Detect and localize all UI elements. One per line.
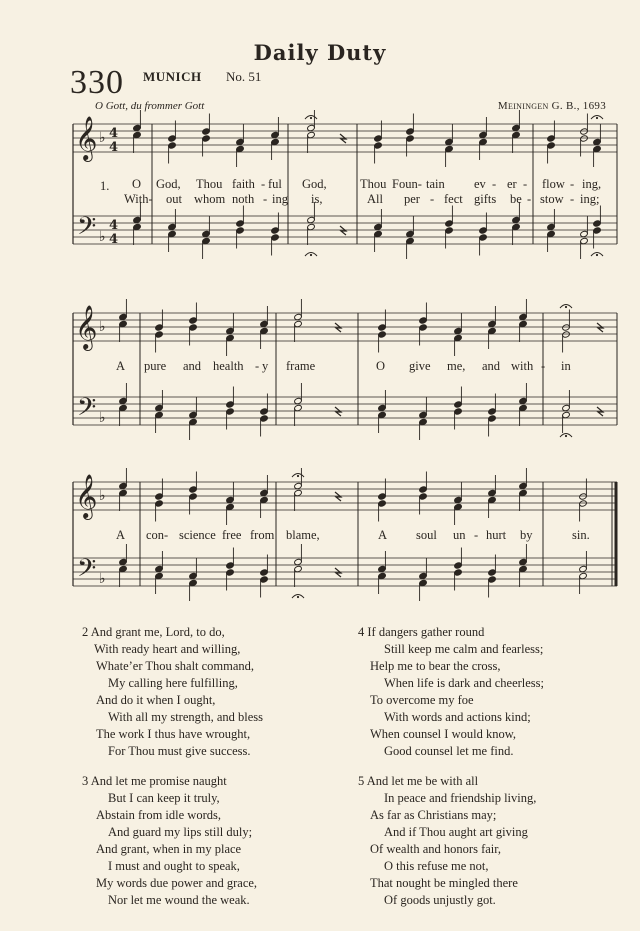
lyric-syllable: from — [250, 528, 275, 542]
key-flat: ♭ — [99, 229, 106, 245]
lyric-syllable: blame, — [286, 528, 320, 542]
quarter-rest — [335, 568, 341, 577]
stanza-line: The work I thus have wrought, — [96, 727, 251, 741]
lyric-syllable: ful — [268, 177, 282, 191]
stanza-line: With ready heart and willing, — [94, 642, 241, 656]
fermata-dot — [596, 117, 598, 119]
key-flat: ♭ — [99, 571, 106, 587]
stanza-line: My words due power and grace, — [96, 876, 258, 890]
tune-meter: No. 51 — [226, 69, 262, 84]
stanza-line: And let me be with all — [366, 774, 479, 788]
key-flat: ♭ — [99, 410, 106, 426]
lyric-syllable: - — [430, 192, 435, 206]
stanza-5 — [358, 773, 536, 909]
lyric-syllable: fect — [444, 192, 463, 206]
stanza-line: Abstain from idle words, — [96, 808, 221, 822]
time-signature-top: 4 — [109, 126, 119, 141]
lyric-syllable: - — [541, 359, 546, 373]
stanza-line: When counsel I would know, — [370, 727, 517, 741]
fermata-dot — [565, 435, 567, 437]
lyric-syllable: out — [166, 192, 182, 206]
stanza-number: 5 — [358, 774, 365, 788]
original-title: O Gott, du frommer Gott — [95, 100, 205, 112]
stanza-line: My calling here fulfilling, — [108, 676, 238, 690]
section-title: Daily Duty — [253, 40, 387, 65]
quarter-rest — [335, 492, 341, 501]
lyric-syllable: tain — [426, 177, 445, 191]
stanza-line: And do it when I ought, — [96, 693, 216, 707]
lyric-syllable: con- — [146, 528, 169, 542]
fermata-dot — [310, 254, 312, 256]
lyric-syllable: ing, — [582, 177, 602, 191]
stanza-line: Help me to bear the cross, — [370, 659, 501, 673]
lyric-syllable: pure — [144, 359, 167, 373]
lyric-syllable: ing; — [580, 192, 600, 206]
key-flat: ♭ — [99, 488, 106, 504]
lyric-syllable: A — [116, 528, 126, 542]
bass-clef: 𝄢 — [77, 554, 97, 589]
lyric-syllable: O — [132, 177, 142, 191]
lyric-syllable: science — [179, 528, 216, 542]
lyric-syllable: in — [561, 359, 571, 373]
lyric-syllable: - — [261, 177, 266, 191]
stanza-line: Nor let me wound the weak. — [108, 893, 250, 907]
time-signature-bottom: 4 — [109, 140, 119, 155]
lyric-syllable: - — [263, 192, 268, 206]
stanza-number: 3 — [82, 774, 89, 788]
lyric-syllable: - — [492, 177, 497, 191]
lyric-syllable: - — [570, 177, 575, 191]
stanza-line: Of goods unjustly got. — [384, 893, 496, 907]
lyric-syllable: me, — [447, 359, 466, 373]
stanza-line: When life is dark and cheerless; — [384, 676, 545, 690]
quarter-rest — [340, 226, 346, 235]
stanza-line: With all my strength, and bless — [108, 710, 264, 724]
stanza-2 — [82, 624, 263, 760]
stanza-line: I must and ought to speak, — [108, 859, 240, 873]
quarter-rest — [340, 134, 346, 143]
lyric-syllable: Thou — [360, 177, 387, 191]
lyric-syllable: flow — [542, 177, 565, 191]
bass-clef: 𝄢 — [77, 212, 97, 247]
lyric-syllable: gifts — [474, 192, 497, 206]
lyric-syllable: - — [527, 192, 532, 206]
lyric-syllable: stow — [540, 192, 564, 206]
treble-clef: 𝄞 — [75, 305, 98, 349]
treble-clef: 𝄞 — [75, 116, 98, 160]
lyric-syllable: God, — [302, 177, 327, 191]
stanza-line: O this refuse me not, — [384, 859, 489, 873]
stanza-3 — [82, 773, 257, 909]
lyric-syllable: Foun- — [392, 177, 422, 191]
stanza-line: For Thou must give success. — [108, 744, 251, 758]
fermata-dot — [596, 254, 598, 256]
lyric-syllable: give — [409, 359, 431, 373]
stanza-line: With words and actions kind; — [384, 710, 531, 724]
composer-credit: Meiningen G. B., 1693 — [497, 100, 606, 112]
stanza-line: Of wealth and honors fair, — [370, 842, 502, 856]
lyric-syllable: by — [520, 528, 533, 542]
lyric-syllable: With- — [124, 192, 153, 206]
stanza-line: Still keep me calm and fearless; — [384, 642, 544, 656]
fermata-dot — [310, 117, 312, 119]
stanza-line: But I can keep it truly, — [108, 791, 220, 805]
stanza-line: To overcome my foe — [370, 693, 474, 707]
lyric-syllable: and — [183, 359, 202, 373]
stanza-number: 2 — [82, 625, 89, 639]
lyric-syllable: - — [523, 177, 528, 191]
lyric-syllable: health — [213, 359, 244, 373]
lyric-syllable: All — [367, 192, 383, 206]
fermata-dot — [297, 475, 299, 477]
lyric-syllable: - — [474, 528, 479, 542]
stanza-number: 4 — [358, 625, 365, 639]
lyric-syllable: frame — [286, 359, 316, 373]
tune-name: MUNICH — [143, 69, 202, 84]
stanza-line: As far as Christians may; — [370, 808, 497, 822]
lyric-syllable: un — [453, 528, 466, 542]
stanza-line: If dangers gather round — [367, 625, 485, 639]
lyric-syllable: per — [404, 192, 420, 206]
lyric-syllable: is, — [311, 192, 323, 206]
lyric-syllable: hurt — [486, 528, 507, 542]
lyric-syllable: noth — [232, 192, 255, 206]
lyric-syllable: ev — [474, 177, 486, 191]
quarter-rest — [597, 407, 603, 416]
time-signature-bottom: 4 — [109, 232, 119, 247]
lyric-syllable: faith — [232, 177, 255, 191]
fermata-dot — [297, 596, 299, 598]
lyric-syllable: er — [507, 177, 517, 191]
verse-one-number: 1. — [100, 179, 110, 193]
stanza-line: Whate’er Thou shalt command, — [96, 659, 255, 673]
treble-clef: 𝄞 — [75, 474, 98, 518]
stanza-4 — [358, 624, 544, 760]
lyric-syllable: soul — [416, 528, 437, 542]
fermata-dot — [565, 306, 567, 308]
lyric-syllable: A — [116, 359, 126, 373]
lyric-syllable: free — [222, 528, 242, 542]
stanza-line: And grant me, Lord, to do, — [90, 625, 225, 639]
stanza-line: And if Thou aught art giving — [384, 825, 528, 839]
key-flat: ♭ — [99, 130, 106, 146]
stanza-line: And guard my lips still duly; — [108, 825, 253, 839]
quarter-rest — [335, 407, 341, 416]
lyric-syllable: - — [255, 359, 260, 373]
stanza-line: And let me promise naught — [90, 774, 227, 788]
lyric-syllable: be — [510, 192, 522, 206]
lyric-syllable: sin. — [572, 528, 590, 542]
stanza-line: In peace and friendship living, — [384, 791, 537, 805]
lyric-syllable: A — [378, 528, 388, 542]
stanza-line: That nought be mingled there — [370, 876, 518, 890]
lyric-syllable: - — [570, 192, 575, 206]
lyric-syllable: Thou — [196, 177, 223, 191]
time-signature-top: 4 — [109, 218, 119, 233]
bass-clef: 𝄢 — [77, 393, 97, 428]
lyric-syllable: and — [482, 359, 501, 373]
lyric-syllable: with — [511, 359, 534, 373]
key-flat: ♭ — [99, 319, 106, 335]
lyric-syllable: y — [262, 359, 269, 373]
lyric-syllable: O — [376, 359, 386, 373]
lyric-syllable: whom — [194, 192, 226, 206]
stanza-line: And grant, when in my place — [96, 842, 242, 856]
lyric-syllable: God, — [156, 177, 181, 191]
lyric-syllable: ing — [272, 192, 288, 206]
quarter-rest — [597, 323, 603, 332]
quarter-rest — [335, 323, 341, 332]
hymn-number: 330 — [70, 64, 124, 101]
stanza-line: Good counsel let me find. — [384, 744, 514, 758]
